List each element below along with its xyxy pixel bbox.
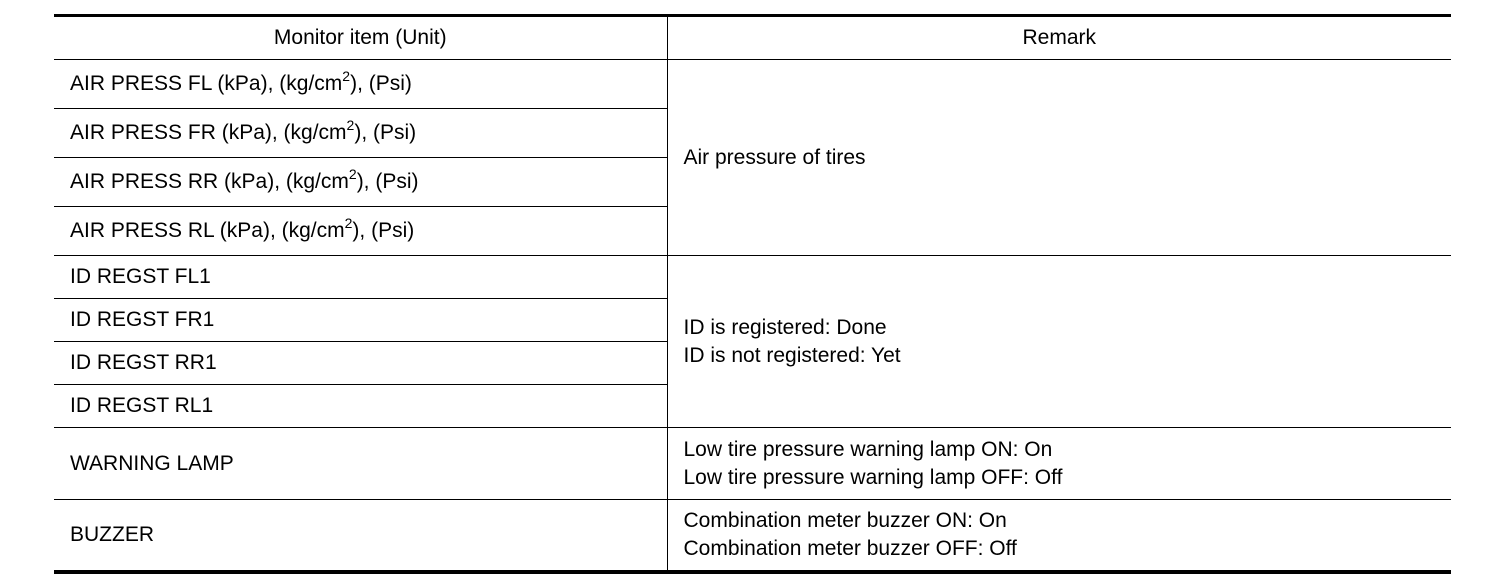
monitor-item-warning-lamp: WARNING LAMP: [54, 428, 667, 500]
table-row: [54, 256, 1451, 299]
remark-buzzer: [667, 500, 1451, 572]
monitor-item-id-regst-rl1: ID REGST RL1: [54, 385, 667, 428]
monitor-item-air-press-rl: AIR PRESS RL (kPa), $(kg/cm^2)$, (Psi): [54, 207, 667, 256]
header-row: [54, 16, 1451, 60]
monitor-item-buzzer: BUZZER: [54, 500, 667, 572]
remark-line: ID is not registered: Yet: [683, 343, 901, 367]
remark-line: Low tire pressure warning lamp OFF: Off: [683, 465, 1063, 489]
remark-line: Combination meter buzzer OFF: Off: [683, 536, 1017, 560]
remark-id-registration: [667, 256, 1451, 428]
monitor-item-air-press-rr: AIR PRESS RR (kPa), $(kg/cm^2)$, (Psi): [54, 158, 667, 207]
monitor-item-id-regst-fr1: ID REGST FR1: [54, 299, 667, 342]
remark-air-pressure: Air pressure of tires: [667, 60, 1451, 256]
header-monitor-item: Monitor item (Unit): [54, 16, 667, 60]
monitor-item-table: [54, 14, 1451, 574]
monitor-item-id-regst-rr1: ID REGST RR1: [54, 342, 667, 385]
table-row: [54, 60, 1451, 109]
table-row: [54, 500, 1451, 572]
header-remark: Remark: [667, 16, 1451, 60]
monitor-item-air-press-fr: AIR PRESS FR (kPa), $(kg/cm^2)$, (Psi): [54, 109, 667, 158]
monitor-item-air-press-fl: AIR PRESS FL (kPa), $(kg/cm^2)$, (Psi): [54, 60, 667, 109]
remark-line: ID is registered: Done: [683, 315, 887, 339]
table-row: [54, 428, 1451, 500]
remark-warning-lamp: [667, 428, 1451, 500]
monitor-item-id-regst-fl1: ID REGST FL1: [54, 256, 667, 299]
remark-line: Combination meter buzzer ON: On: [683, 508, 1007, 532]
remark-line: Low tire pressure warning lamp ON: On: [683, 437, 1053, 461]
